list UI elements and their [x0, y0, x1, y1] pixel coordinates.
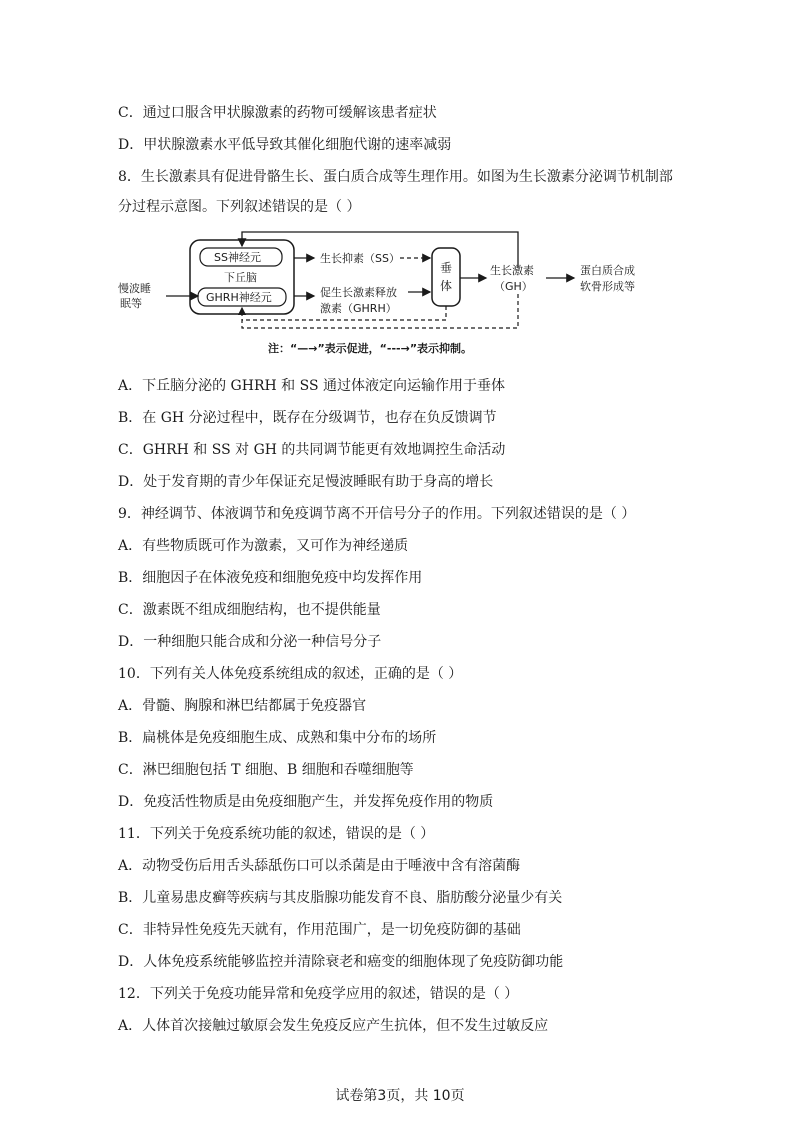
- hypothalamus-label: 下丘脑: [224, 271, 257, 284]
- q8-option-a: A．下丘脑分泌的 GHRH 和 SS 通过体液定向运输作用于垂体: [118, 378, 505, 394]
- q9-option-b: B．细胞因子在体液免疫和细胞免疫中均发挥作用: [118, 570, 423, 586]
- q11-option-b: B．儿童易患皮癣等疾病与其皮脂腺功能发育不良、脂肪酸分泌量少有关: [118, 890, 563, 906]
- q11-option-c: C．非特异性免疫先天就有，作用范围广，是一切免疫防御的基础: [118, 922, 521, 938]
- effect-label-2: 软骨形成等: [580, 280, 635, 293]
- q8-stem-line2: 分过程示意图。下列叙述错误的是（ ）: [118, 199, 361, 215]
- diagram-note: 注：“—→”表示促进，“---→”表示抑制。: [268, 342, 473, 355]
- q10-stem: 10．下列有关人体免疫系统组成的叙述，正确的是（ ）: [118, 666, 463, 682]
- gh-regulation-diagram: [118, 228, 688, 358]
- pituitary-label-1: 垂: [440, 261, 453, 275]
- q7-option-d: D．甲状腺激素水平低导致其催化细胞代谢的速率减弱: [118, 137, 452, 153]
- q12-option-a: A．人体首次接触过敏原会发生免疫反应产生抗体，但不发生过敏反应: [118, 1018, 549, 1034]
- q9-option-c: C．激素既不组成细胞结构，也不提供能量: [118, 602, 381, 618]
- q7-option-c: C．通过口服含甲状腺激素的药物可缓解该患者症状: [118, 105, 437, 121]
- pituitary-box: [432, 248, 460, 306]
- ss-label: 生长抑素（SS）: [320, 252, 400, 265]
- q12-stem: 12．下列关于免疫功能异常和免疫学应用的叙述，错误的是（ ）: [118, 986, 519, 1002]
- page-footer: 试卷第3页，共 10页: [335, 1088, 465, 1104]
- q10-option-c: C．淋巴细胞包括 T 细胞、B 细胞和吞噬细胞等: [118, 762, 414, 778]
- ss-neuron-label: SS神经元: [214, 251, 261, 264]
- q8-option-b: B．在 GH 分泌过程中，既存在分级调节，也存在负反馈调节: [118, 410, 497, 426]
- q11-option-a: A．动物受伤后用舌头舔舐伤口可以杀菌是由于唾液中含有溶菌酶: [118, 858, 521, 874]
- q9-stem: 9．神经调节、体液调节和免疫调节离不开信号分子的作用。下列叙述错误的是（ ）: [118, 506, 636, 522]
- q9-option-a: A．有些物质既可作为激素，又可作为神经递质: [118, 538, 409, 554]
- q8-option-d: D．处于发育期的青少年保证充足慢波睡眠有助于身高的增长: [118, 474, 494, 490]
- q11-stem: 11．下列关于免疫系统功能的叙述，错误的是（ ）: [118, 826, 435, 842]
- effect-label-1: 蛋白质合成: [580, 264, 635, 277]
- ghrh-label-2: 激素（GHRH）: [320, 302, 397, 315]
- ghrh-label-1: 促生长激素释放: [320, 286, 397, 299]
- q11-option-d: D．人体免疫系统能够监控并清除衰老和癌变的细胞体现了免疫防御功能: [118, 954, 564, 970]
- diagram-input-label-2: 眠等: [120, 297, 142, 310]
- q9-option-d: D．一种细胞只能合成和分泌一种信号分子: [118, 634, 382, 650]
- q8-option-c: C．GHRH 和 SS 对 GH 的共同调节能更有效地调控生命活动: [118, 442, 506, 458]
- q10-option-b: B．扁桃体是免疫细胞生成、成熟和集中分布的场所: [118, 730, 437, 746]
- q8-stem-line1: 8．生长激素具有促进骨骼生长、蛋白质合成等生理作用。如图为生长激素分泌调节机制部: [118, 169, 673, 185]
- q10-option-d: D．免疫活性物质是由免疫细胞产生，并发挥免疫作用的物质: [118, 794, 494, 810]
- diagram-input-label-1: 慢波睡: [118, 282, 151, 295]
- ghrh-neuron-label: GHRH神经元: [206, 291, 272, 304]
- q10-option-a: A．骨髓、胸腺和淋巴结都属于免疫器官: [118, 698, 367, 714]
- gh-label-1: 生长激素: [490, 264, 534, 277]
- gh-label-2: （GH）: [494, 280, 533, 293]
- pituitary-label-2: 体: [440, 279, 453, 293]
